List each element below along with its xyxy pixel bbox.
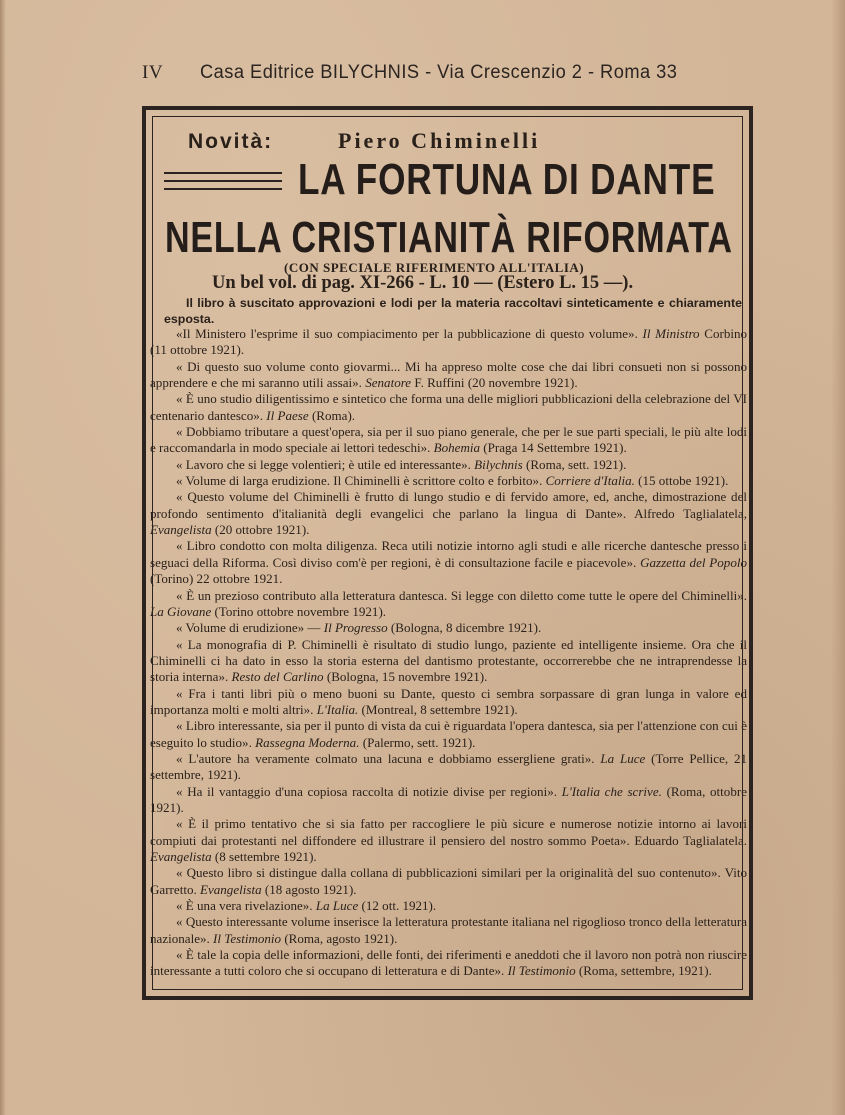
publisher-line: Casa Editrice BILYCHNIS - Via Crescenzio 2 - Roma 33 xyxy=(200,62,678,83)
review-citation: (Roma). xyxy=(308,407,356,423)
review-quote: « Volume di larga erudizione. Il Chiminelli è scrittore colto e forbito». xyxy=(176,473,543,489)
review-source: La Giovane xyxy=(150,603,212,619)
review-item xyxy=(150,865,747,898)
review-item xyxy=(150,457,747,473)
review-source: La Luce xyxy=(600,750,646,766)
review-item xyxy=(150,489,747,538)
review-citation: (Torino) 22 ottobre 1921. xyxy=(150,571,283,587)
review-source: Il Ministro xyxy=(642,326,700,341)
novelty-label: Novità: xyxy=(188,130,274,153)
review-item xyxy=(150,816,747,865)
review-quote: « È il primo tentativo che si sia fatto per raccogliere le più sicure e numerose notizie intorno ai lavori compiuti dai protestanti nel diffondere ed illustrare il pensiero del nostro sommo Poeta». Eduardo Taglialatela. xyxy=(150,816,747,848)
review-source: Resto del Carlino xyxy=(231,669,324,685)
review-citation: (12 ott. 1921). xyxy=(358,898,437,914)
author-name: Piero Chiminelli xyxy=(338,128,541,153)
review-quote: « Questo volume del Chiminelli è frutto di lungo studio e di fervido amore, ed, anche, dimostrazione del profondo sentimento d'italianità degli evangelici che parlano la lingua di Dante». Alfredo Taglialatela, xyxy=(150,489,747,521)
title-decorative-rules xyxy=(164,168,284,198)
intro-text: Il libro à suscitato approvazioni e lodi per la materia raccoltavi sinteticamente e chiaramente esposta. xyxy=(164,296,742,326)
review-item xyxy=(150,751,747,784)
review-citation: (Torre Pellice, 21 settembre, 1921). xyxy=(150,750,748,783)
review-citation: (Montreal, 8 settembre 1921). xyxy=(358,701,518,717)
running-header xyxy=(142,62,742,88)
review-quote: « Fra i tanti libri più o meno buoni su Dante, questo ci sembra sorpassare di gran lunga in valore ed importanza molti e molti altri». xyxy=(150,685,747,717)
review-quote: « È un prezioso contributo alla letteratura dantesca. Si legge con diletto come tutte le opere del Chiminelli». xyxy=(176,587,747,603)
review-source: Corriere d'Italia. xyxy=(545,473,635,489)
review-source: Evangelista xyxy=(150,849,212,864)
page-number: IV xyxy=(142,62,164,83)
review-quote: « Libro condotto con molta diligenza. Reca utili notizie intorno agli studi e alle ricerche dantesche presso i seguaci della Riforma. Così diviso com'è per regioni, è di consultazione facile e piacevole». xyxy=(150,538,747,570)
review-item xyxy=(150,424,747,457)
page-edge-right xyxy=(831,0,845,1115)
review-item xyxy=(150,718,747,751)
review-source: Gazzetta del Popolo xyxy=(640,554,747,570)
review-citation: (Torino ottobre novembre 1921). xyxy=(211,603,387,619)
review-item xyxy=(150,686,747,719)
review-citation: F. Ruffini (20 novembre 1921). xyxy=(411,375,578,391)
review-item xyxy=(150,947,747,980)
review-quote: « È una vera rivelazione». xyxy=(176,898,313,914)
review-citation: (20 ottobre 1921). xyxy=(211,522,310,538)
review-item xyxy=(150,914,747,947)
review-item xyxy=(150,898,747,914)
review-source: Il Testimonio xyxy=(213,930,282,946)
review-item xyxy=(150,473,747,489)
decorative-rule xyxy=(164,180,282,182)
review-item xyxy=(150,588,747,621)
book-title-line-2: NELLA CRISTIANITÀ RIFORMATA xyxy=(165,213,733,262)
review-source: Evangelista xyxy=(150,522,212,538)
review-item xyxy=(150,784,747,817)
review-quote: « È tale la copia delle informazioni, delle fonti, dei riferimenti e aneddoti che il lavoro non potrà non riuscire interessante a tutti coloro che si occupano di letteratura e di Dante». xyxy=(150,947,747,979)
review-quote: « Dobbiamo tributare a quest'opera, sia per il suo piano generale, che per le sue parti speciali, le più alte lodi e raccomandarla in modo speciale ai lettori tedeschi». xyxy=(150,424,747,456)
review-citation: Corbino (11 ottobre 1921). xyxy=(150,326,748,358)
book-subtitle: (CON SPECIALE RIFERIMENTO ALL'ITALIA) xyxy=(284,260,585,275)
review-source: Il Progresso xyxy=(323,620,388,636)
price-line: Un bel vol. di pag. XI-266 - L. 10 — (Estero L. 15 —). xyxy=(212,273,634,293)
review-quote: « Ha il vantaggio d'una copiosa raccolta di notizie divise per regioni». xyxy=(176,783,557,799)
review-citation: (Roma, ottobre 1921). xyxy=(150,783,747,815)
review-source: Bilychnis xyxy=(474,456,523,472)
review-quote: «Il Ministero l'esprime il suo compiacimento per la pubblicazione di questo volume». xyxy=(176,326,638,341)
review-citation: (Roma, agosto 1921). xyxy=(281,930,398,946)
review-citation: (18 agosto 1921). xyxy=(261,881,357,897)
review-quote: « Lavoro che si legge volentieri; è utile ed interessante». xyxy=(176,456,471,472)
decorative-rule xyxy=(164,172,282,174)
review-citation: (Roma, sett. 1921). xyxy=(522,456,627,472)
review-quote: « Volume di erudizione» — xyxy=(176,620,321,636)
review-source: Bohemia xyxy=(433,440,481,456)
announcement-line xyxy=(188,130,708,156)
review-quote: « Questo libro si distingue dalla collana di pubblicazioni similari per la originalità del suo contenuto». Vito Garretto. xyxy=(150,865,747,897)
review-citation: (Bologna, 15 novembre 1921). xyxy=(323,669,488,685)
review-citation: (Palermo, sett. 1921). xyxy=(359,734,476,750)
book-title-line-1: LA FORTUNA DI DANTE xyxy=(298,155,716,204)
review-item xyxy=(150,359,747,392)
review-citation: (8 settembre 1921). xyxy=(211,849,317,864)
page-edge-left xyxy=(0,0,6,1115)
review-item xyxy=(150,391,747,424)
review-citation: (Bologna, 8 dicembre 1921). xyxy=(387,620,542,636)
review-list xyxy=(150,326,747,980)
review-quote: « Di questo suo volume conto giovarmi... Mi ha appreso molte cose che dai libri consueti non si possono apprendere e che mi saranno utili assai». xyxy=(150,358,747,391)
review-citation: (15 ottobe 1921). xyxy=(634,473,729,489)
review-citation: (Roma, settembre, 1921). xyxy=(575,963,712,979)
review-quote: « L'autore ha veramente colmato una lacuna e dobbiamo essergliene grati». xyxy=(176,750,595,766)
review-source: Senatore xyxy=(365,375,412,391)
review-quote: « È uno studio diligentissimo e sintetico che forma una delle migliori pubblicazioni della celebrazione del VI centenario dantesco». xyxy=(150,391,747,423)
review-item xyxy=(150,620,747,636)
decorative-rule xyxy=(164,188,282,190)
review-source: Rassegna Moderna. xyxy=(255,734,360,750)
review-source: L'Italia. xyxy=(316,701,359,717)
review-citation: (Praga 14 Settembre 1921). xyxy=(480,440,627,456)
review-source: La Luce xyxy=(315,898,359,914)
review-quote: « Questo interessante volume inserisce la letteratura protestante italiana nel rigoglioso tronco della letteratura nazionale». xyxy=(150,914,747,946)
review-source: Il Paese xyxy=(266,407,309,423)
review-item xyxy=(150,637,747,686)
review-source: L'Italia che scrive. xyxy=(561,783,662,799)
review-quote: « Libro interessante, sia per il punto di vista da cui è riguardata l'opera dantesca, sia per l'attenzione con cui è eseguito lo studio». xyxy=(150,718,747,750)
review-source: Il Testimonio xyxy=(507,963,576,979)
review-item xyxy=(150,538,747,587)
review-source: Evangelista xyxy=(200,881,262,897)
review-quote: « La monografia di P. Chiminelli è risultato di studio lungo, paziente ed intelligente insieme. Ora che il Chiminelli ci ha dato in esso la storia esterna del dantismo protestante, occorrerebbe che ne intraprendesse la storia interna». xyxy=(150,636,747,685)
review-item xyxy=(150,326,747,359)
